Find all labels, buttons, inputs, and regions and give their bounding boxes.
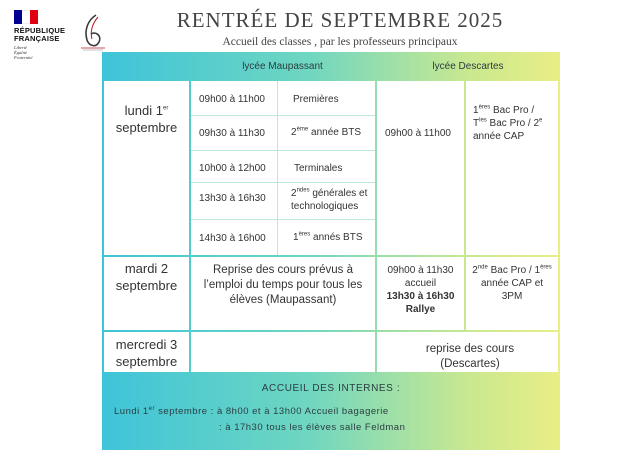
maupassant-tuesday-note: Reprise des cours prévus à l’emploi du temps pour tous les élèves (Maupassant) [203,264,363,306]
column-header-maupassant: lycée Maupassant [242,61,323,72]
internes-line-2: : à 17h30 tous les élèves salle Feldman [219,422,406,433]
descartes-monday-time: 09h00 à 11h00 [385,128,451,139]
descartes-wednesday-note: reprise des cours (Descartes) [425,343,515,370]
maupassant-time-5: 14h30 à 16h00 [199,233,266,244]
internes-line-1: Lundi 1er septembre : à 8h00 et à 13h00 Accueil bagagerie [114,405,389,417]
descartes-tuesday-classes: 2nde Bac Pro / 1ères année CAP et 3PM [472,264,552,302]
french-flag-icon [14,10,38,24]
maupassant-class-5: 1ères annés BTS [293,231,363,243]
page-subtitle: Accueil des classes , par les professeurs principaux [222,36,458,48]
maupassant-class-4: $2^{ndes}$ générales et technologiques [291,187,368,212]
maupassant-time-4: 13h30 à 16h30 [199,193,266,204]
maupassant-time-2: 09h30 à 11h30 [199,128,265,139]
column-header-descartes: lycée Descartes [432,61,504,72]
maupassant-time-3: 10h00 à 12h00 [199,163,266,174]
republique-label: RÉPUBLIQUE FRANÇAISE [14,26,66,43]
maupassant-class-1: Premières [293,94,339,105]
day-monday: lundi 1er septembre [115,103,178,135]
maupassant-class-3: Terminales [294,163,343,174]
day-tuesday: mardi 2 septembre [115,261,178,293]
page-title: RENTRÉE DE SEPTEMBRE 2025 [176,8,504,32]
maupassant-class-2: 2ème année BTS [291,126,362,138]
republic-motto: Liberté Égalité Fraternité [14,45,33,60]
day-wednesday: mercredi 3 septembre [115,337,178,369]
internes-title: ACCUEIL DES INTERNES : [261,383,401,394]
descartes-monday-classes: 1ères Bac Pro / $T^{les}$ Bac Pro / 2e année CAP [473,104,543,142]
school-logo-icon [78,12,108,52]
descartes-tuesday-schedule: 09h00 à 11h30 accueil 13h30 à 16h30 Rallye [386,265,455,315]
republique-francaise-logo [14,10,84,60]
maupassant-time-1: 09h00 à 11h00 [199,94,265,105]
